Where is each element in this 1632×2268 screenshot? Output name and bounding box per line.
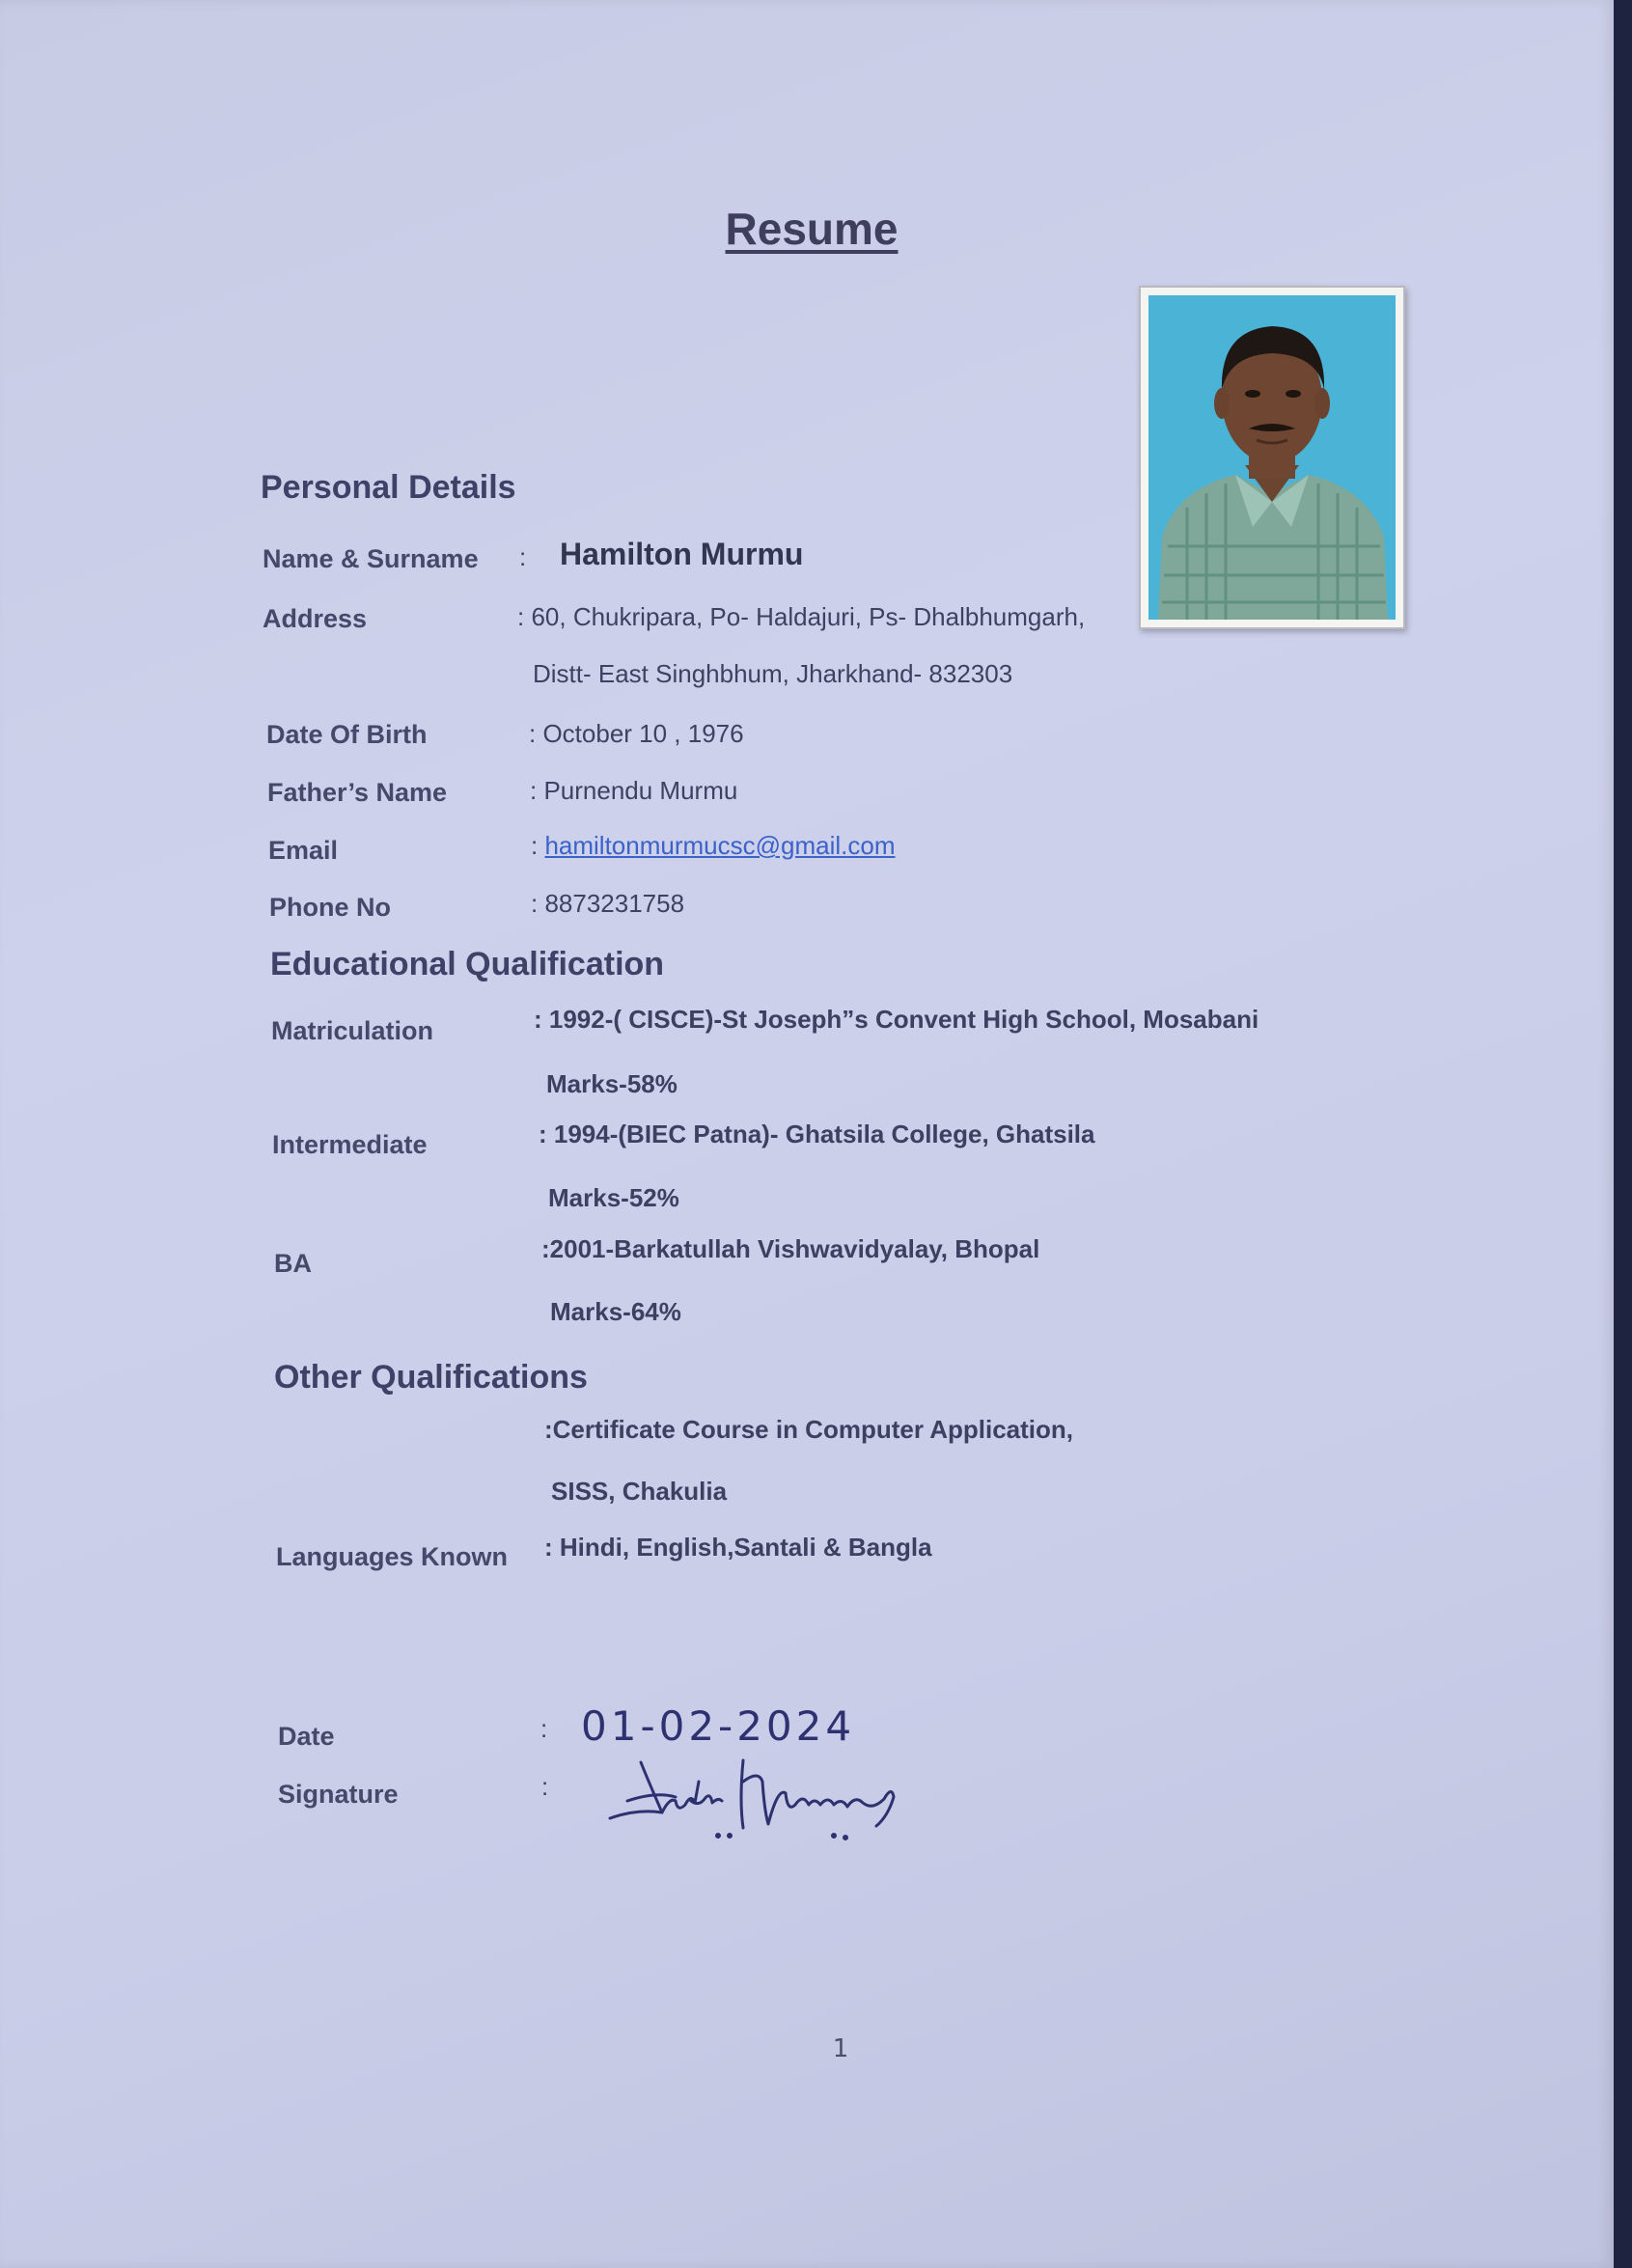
email-link[interactable]: hamiltonmurmucsc@gmail.com	[544, 831, 896, 860]
address-line2: Distt- East Singhbhum, Jharkhand- 832303	[533, 659, 1013, 688]
signature-label: Signature	[278, 1780, 399, 1809]
name-value: Hamilton Murmu	[560, 537, 804, 571]
education-detail-ba: :2001-Barkatullah Vishwavidyalay, Bhopal	[541, 1234, 1040, 1263]
address-label: Address	[263, 604, 368, 633]
education-marks-ba: Marks-64%	[550, 1297, 681, 1326]
other-qualification-line1: :Certificate Course in Computer Application,	[544, 1415, 1073, 1444]
dob-value: : October 10 , 1976	[529, 719, 744, 748]
education-heading: Educational Qualification	[270, 946, 665, 982]
education-label-ba: BA	[274, 1249, 312, 1278]
father-name-value: : Purnendu Murmu	[530, 776, 738, 805]
email-field	[531, 831, 896, 861]
dob-label: Date Of Birth	[266, 720, 428, 749]
name-colon: :	[519, 542, 527, 571]
handwritten-signature	[598, 1743, 936, 1849]
education-label-intermediate: Intermediate	[272, 1130, 428, 1159]
email-prefix: :	[531, 831, 545, 860]
address-line1: : 60, Chukripara, Po- Haldajuri, Ps- Dhalbhumgarh,	[517, 602, 1086, 631]
education-marks-intermediate: Marks-52%	[548, 1183, 679, 1212]
signature-colon: :	[541, 1772, 549, 1801]
profile-photo	[1139, 286, 1405, 629]
education-detail-intermediate: : 1994-(BIEC Patna)- Ghatsila College, Ghatsila	[539, 1120, 1095, 1148]
languages-label: Languages Known	[276, 1542, 509, 1571]
page-number: 1	[832, 2034, 849, 2063]
other-qualification-line2: SISS, Chakulia	[551, 1477, 728, 1506]
name-label: Name & Surname	[263, 544, 479, 573]
date-colon: :	[540, 1714, 548, 1743]
personal-details-heading: Personal Details	[261, 469, 516, 506]
phone-value: : 8873231758	[531, 889, 685, 918]
father-name-label: Father’s Name	[267, 778, 448, 807]
date-label: Date	[278, 1722, 335, 1751]
other-qualifications-heading: Other Qualifications	[274, 1359, 588, 1396]
page-title: Resume	[725, 204, 899, 254]
education-marks-matriculation: Marks-58%	[546, 1069, 678, 1098]
education-detail-matriculation: : 1992-( CISCE)-St Joseph”s Convent High School, Mosabani	[534, 1005, 1259, 1034]
portrait-image	[1148, 295, 1396, 620]
email-label: Email	[268, 836, 339, 865]
languages-value: : Hindi, English,Santali & Bangla	[544, 1533, 932, 1562]
handwritten-date: 01-02-2024	[581, 1702, 856, 1750]
phone-label: Phone No	[269, 893, 391, 922]
education-label-matriculation: Matriculation	[271, 1016, 434, 1045]
